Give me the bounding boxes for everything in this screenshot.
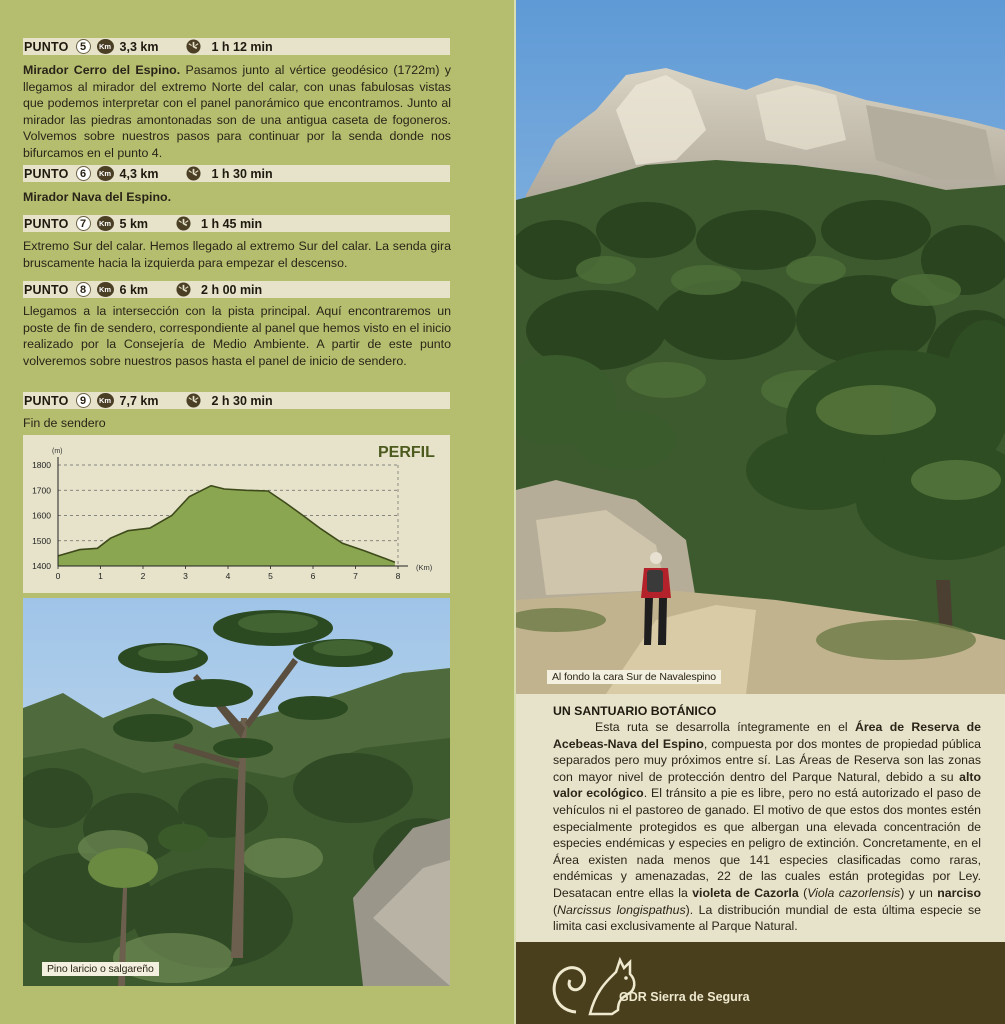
clock-icon: [186, 39, 201, 54]
punto-label: PUNTO: [24, 166, 69, 181]
punto-label: PUNTO: [24, 216, 69, 231]
punto-number: 7: [76, 216, 91, 231]
brand-name: GDR Sierra de Segura: [619, 990, 750, 1004]
punto-5-title: Mirador Cerro del Espino.: [23, 63, 181, 77]
pine-tree-image: [23, 598, 450, 986]
punto-9-header: [23, 392, 450, 409]
punto-number: 6: [76, 166, 91, 181]
x-tick-label: 0: [55, 571, 61, 581]
km-icon: Km: [97, 39, 114, 54]
punto-6-title: Mirador Nava del Espino.: [23, 190, 172, 204]
x-tick-label: 5: [268, 571, 273, 581]
punto-5-header: [23, 38, 450, 55]
x-tick-label: 2: [140, 571, 146, 581]
punto-number: 5: [76, 39, 91, 54]
mountain-photo: [516, 0, 1005, 694]
punto-8-header: [23, 281, 450, 298]
x-unit: (Km): [416, 563, 433, 572]
distance: 6 km: [119, 282, 149, 297]
punto-8-text: Llegamos a la intersección con la pista principal. Aquí encontraremos un poste de fin de sendero, correspondiente al panel que hemos visto en el inicio realizado por la Consejería de Medio Ambiente. A partir de este punto volveremos sobre nuestros pasos hasta el panel de inicio de sendero.: [23, 304, 451, 368]
x-tick-label: 3: [183, 571, 188, 581]
pine-photo: [23, 598, 450, 986]
profile-chart: [23, 435, 450, 593]
santuario-section: [516, 694, 1005, 942]
distance: 4,3 km: [119, 166, 159, 181]
punto-5-text: [23, 62, 451, 162]
y-tick-label: 1700: [32, 485, 51, 496]
punto-5-body: Pasamos junto al vértice geodésico (1722m) y llegamos al mirador del extremo Norte del calar, con unas fabulosas vistas que podemos interpretar con el panel panorámico que encontramos. Junto al mirador las piedras amontonadas son de una antigua caseta de fogoneros. Volvemos sobre nuestros pasos para continuar por la senda donde nos bifurcamos en el punto 4.: [23, 63, 451, 160]
x-tick-label: 1: [98, 571, 103, 581]
squirrel-icon: [546, 950, 646, 1022]
footer-brand: [516, 942, 1005, 1024]
profile-area: [58, 486, 395, 566]
punto-7-text: Extremo Sur del calar. Hemos llegado al extremo Sur del calar. La senda gira bruscamente hacia la izquierda para empezar el descenso.: [23, 239, 451, 270]
y-tick-label: 1500: [32, 535, 51, 546]
punto-6-text: [23, 189, 451, 206]
distance: 3,3 km: [119, 39, 159, 54]
time: 1 h 45 min: [201, 216, 263, 231]
time: 1 h 12 min: [211, 39, 273, 54]
punto-9-text: Fin de sendero: [23, 416, 106, 430]
clock-icon: [186, 166, 201, 181]
punto-7-header: [23, 215, 450, 232]
clock-icon: [186, 393, 201, 408]
mountain-trail-image: [516, 0, 1005, 694]
time: 2 h 00 min: [201, 282, 263, 297]
punto-number: 9: [76, 393, 91, 408]
y-tick-label: 1600: [32, 510, 51, 521]
mountain-caption: Al fondo la cara Sur de Navalespino: [547, 670, 721, 684]
elevation-profile: [23, 435, 450, 593]
punto-label: PUNTO: [24, 393, 69, 408]
punto-label: PUNTO: [24, 282, 69, 297]
distance: 5 km: [119, 216, 149, 231]
clock-icon: [176, 282, 191, 297]
km-icon: Km: [97, 166, 114, 181]
section-body: Esta ruta se desarrolla íntegramente en el Área de Reserva de Acebeas-Nava del Espino, compuesta por dos montes de propiedad pública separados pero muy próximos entre sí. Las Áreas de Reserva son las zonas con mayor nivel de protección dentro del Parque Natural, debido a su alto valor ecológico. El tránsito a pie es libre, pero no está autorizado el paso de vehículos ni el pastoreo de ganado. El motivo de que estos dos montes estén especialmente protegidos es que albergan una elevada concentración de especies endémicas y especies en peligro de extinción. Concretamente, en el Área existen nada menos que 141 especies clasificadas como raras, endémicas y amenazadas, 22 de las cuales están protegidas por Ley. Desatacan entre ellas la violeta de Cazorla (Viola cazorlensis) y un narciso (Narcissus longispathus). La distribución mundial de esta última especie se limita casi exclusivamente al Parque Natural.: [553, 720, 982, 934]
km-icon: Km: [97, 282, 114, 297]
distance: 7,7 km: [119, 393, 159, 408]
clock-icon: [176, 216, 191, 231]
x-tick-label: 8: [395, 571, 401, 581]
section-title: UN SANTUARIO BOTÁNICO: [553, 704, 717, 718]
y-unit: (m): [52, 448, 63, 455]
profile-title: PERFIL: [378, 444, 435, 461]
time: 1 h 30 min: [211, 166, 273, 181]
punto-6-header: [23, 165, 450, 182]
km-icon: Km: [97, 393, 114, 408]
y-tick-label: 1400: [32, 561, 51, 571]
time: 2 h 30 min: [211, 393, 273, 408]
punto-label: PUNTO: [24, 39, 69, 54]
punto-number: 8: [76, 282, 91, 297]
x-tick-label: 6: [310, 571, 316, 581]
y-tick-label: 1800: [32, 460, 51, 470]
x-tick-label: 7: [353, 571, 358, 581]
pine-caption: Pino laricio o salgareño: [42, 962, 159, 976]
x-tick-label: 4: [225, 571, 231, 581]
km-icon: Km: [97, 216, 114, 231]
